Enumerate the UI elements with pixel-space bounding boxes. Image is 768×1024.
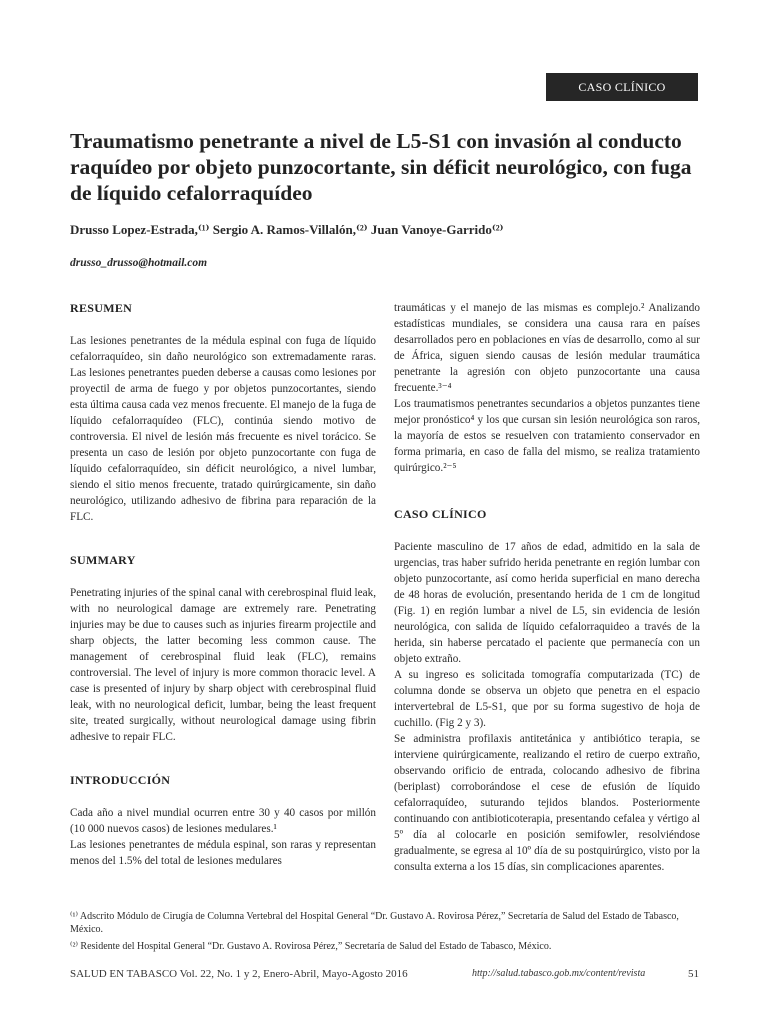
caso-paragraph-1: Paciente masculino de 17 años de edad, admitido en la sala de urgencias, tras haber sufrido herida penetrante en región lumbar con objeto punzocortante, así como herida superficial en mano derecha de 48 horas de evolución, presentando herida de 1 cm de longitud (Fig. 1) en región lumbar a nivel de L5, sin evidencia de lesión neurológica, con salida de líquido cefalorraquideo a través de la herida, sin haberse percatado el paciente que permanecía con un objeto extraño. xyxy=(394,541,700,665)
caso-paragraph-2: A su ingreso es solicitada tomografía computarizada (TC) de columna donde se observa un objeto que penetra en el espacio intervertebral de L5-S1, que por su forma sugestivo de hoja de cuchillo. (Fig 2 y 3). xyxy=(394,669,700,729)
section-tag: CASO CLÍNICO xyxy=(546,73,698,101)
right-column xyxy=(394,300,700,875)
introduccion-paragraph-2-continued: traumáticas y el manejo de las mismas es complejo.² Analizando estadísticas mundiales, se considera una causa rara en países desarrollados pero en poblaciones en vías de desarrollo, como al sur de África, siguen siendo causas de lesión medular traumática penetrante la agresión con objeto punzocortante una causa frecuente.³⁻⁴ xyxy=(394,302,700,394)
footnotes xyxy=(70,910,700,957)
left-column xyxy=(70,300,376,869)
caso-clinico-heading: CASO CLÍNICO xyxy=(394,507,487,521)
introduccion-paragraph-2: Las lesiones penetrantes de médula espinal, son raras y representan menos del 1.5% del total de lesiones medulares xyxy=(70,839,376,867)
article-title: Traumatismo penetrante a nivel de L5-S1 con invasión al conducto raquídeo por objeto punzocortante, sin déficit neurológico, con fuga de líquido cefalorraquídeo xyxy=(70,129,692,205)
author-email[interactable]: drusso_drusso@hotmail.com xyxy=(70,257,208,269)
page-number: 51 xyxy=(688,968,699,980)
summary-heading: SUMMARY xyxy=(70,553,136,567)
authors: Drusso Lopez-Estrada,⁽¹⁾ Sergio A. Ramos-Villalón,⁽²⁾ Juan Vanoye-Garrido⁽²⁾ xyxy=(70,222,504,237)
introduccion-paragraph-3: Los traumatismos penetrantes secundarios a objetos punzantes tiene mejor pronóstico⁴ y los que cursan sin lesión neurológica son raros, la mayoría de estos se resuelven con tratamiento conservador en forma primaria, en caso de falla del mismo, se realiza tratamiento quirúrgico.²⁻⁵ xyxy=(394,398,700,474)
caso-paragraph-3: Se administra profilaxis antitetánica y antibiótico terapia, se interviene quirúrgicamente, realizando el retiro de cuerpo extraño, observando orificio de entrada, colocando adhesivo de fibrina (beriplast) corroborándose el cese de efusión de líquido cefalorraquídeo, suturando tejidos blandos. Posteriormente continuando con antibioticoterapia, presentando cefalea y vértigo al 5º día al colocarle en posición semifowler, resolviéndose gradualmente, se egresa al 10º día de su postquirúrgico, visto por la consulta externa a los 15 días, sin complicaciones aparentes. xyxy=(394,733,700,873)
summary-text: Penetrating injuries of the spinal canal with cerebrospinal fluid leak, with no neurological damage are extremely rare. Penetrating injuries may be due to causes such as injuries firearm projectile and sharp objects, the latter becoming less common cause. The management of cerebrospinal fluid leak (FLC), remains controversial. The level of injury is more common thoracic level. A case is presented of injury by sharp object with cerebrospinal fluid leak, with no neurological deficit, lumbar, being the least frequent site, treated surgically, without neurological damage using fibrin adhesive to repair FLC. xyxy=(70,587,376,743)
footnote-1: ⁽¹⁾ Adscrito Módulo de Cirugía de Columna Vertebral del Hospital General “Dr. Gustavo A. Rovirosa Pérez,” Secretaría de Salud del Estado de Tabasco, México. xyxy=(70,911,679,935)
footer-journal: SALUD EN TABASCO Vol. 22, No. 1 y 2, Enero-Abril, Mayo-Agosto 2016 xyxy=(70,968,408,980)
introduccion-paragraph-1: Cada año a nivel mundial ocurren entre 30 y 40 casos por millón (10 000 nuevos casos) de lesiones medulares.¹ xyxy=(70,807,376,835)
resumen-text: Las lesiones penetrantes de la médula espinal con fuga de líquido cefalorraquídeo, sin daño neurológico son extremadamente raras. Las lesiones penetrantes pueden deberse a causas como lesiones por proyectil de arma de fuego y por objetos punzocortantes, siendo esta última causa cada vez menos frecuente. El manejo de la fuga de líquido cefalorraquídeo (FLC), continúa siendo motivo de controversia. El nivel de lesión más frecuente es nivel torácico. Se presenta un caso de lesión por objeto punzocortante con fuga de líquido cefalorraquídeo, sin déficit neurológico, a nivel lumbar, siendo el sitio menos frecuente, tratado quirúrgicamente, sin daño neurológico, utilizando adhesivo de fibrina para reparación de la FLC. xyxy=(70,335,376,523)
footer-url[interactable]: http://salud.tabasco.gob.mx/content/revista xyxy=(472,968,646,979)
footnote-2: ⁽²⁾ Residente del Hospital General “Dr. Gustavo A. Rovirosa Pérez,” Secretaría de Salud del Estado de Tabasco, México. xyxy=(70,941,552,952)
introduccion-heading: INTRODUCCIÓN xyxy=(70,773,171,787)
resumen-heading: RESUMEN xyxy=(70,301,133,315)
